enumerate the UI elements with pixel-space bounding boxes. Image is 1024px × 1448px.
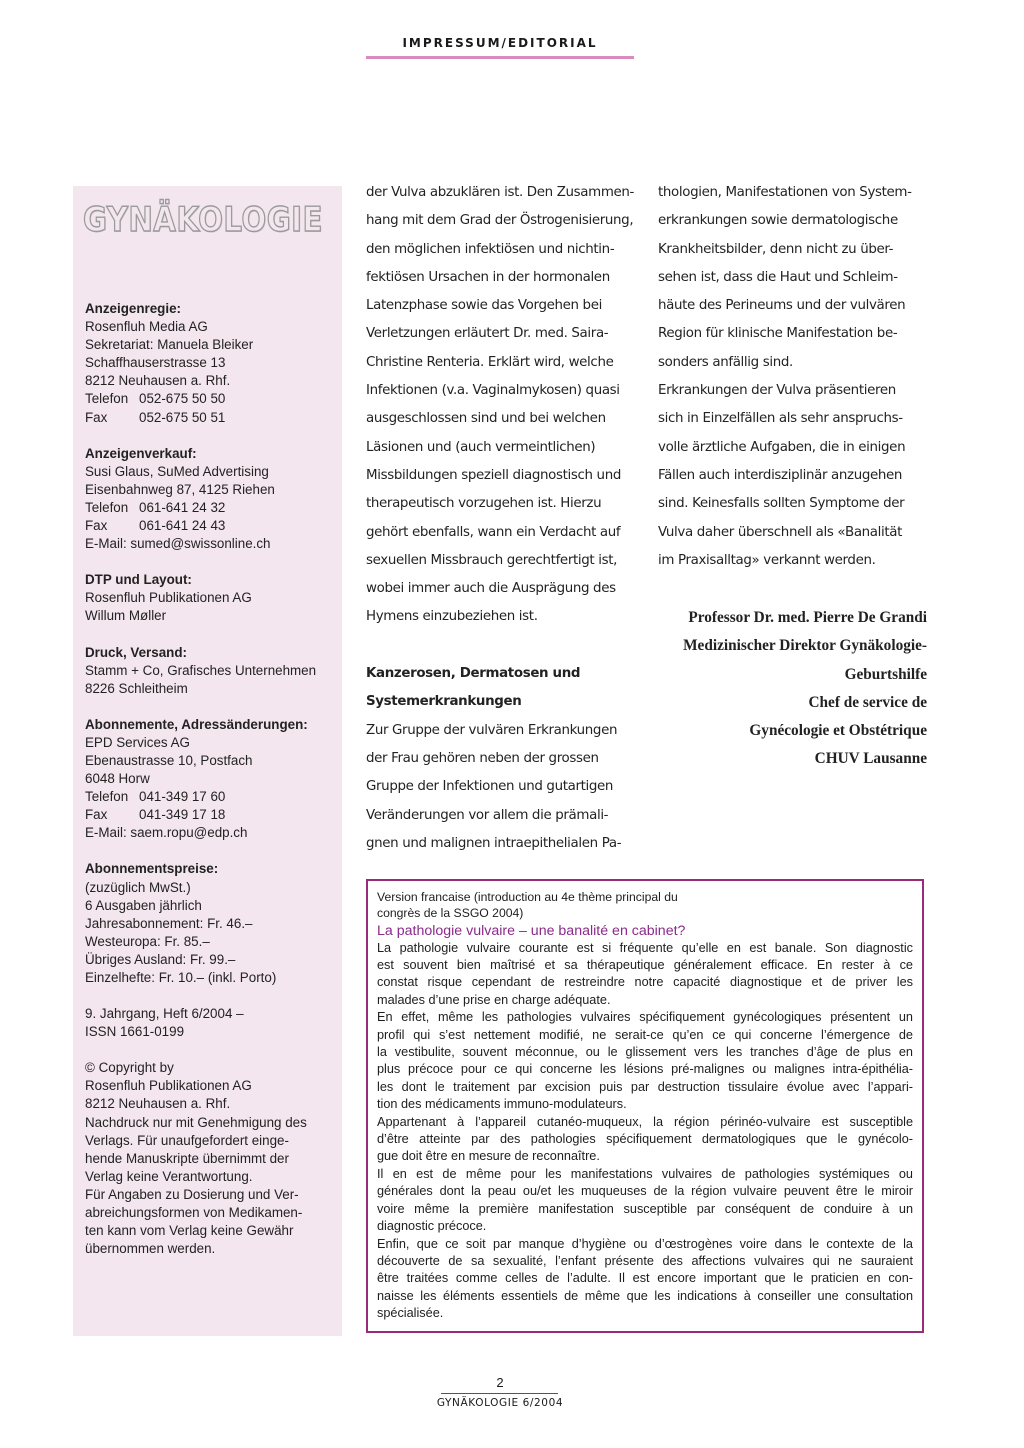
imprint-line: EPD Services AG: [85, 734, 190, 750]
contact-value: 052-675 50 50: [139, 391, 226, 407]
french-line: En effet, même les pathologies vulvaires spécifiquement gynécologiques présentent un: [377, 1010, 913, 1025]
imprint-line: Ebenaustrasse 10, Postfach: [85, 752, 253, 768]
article-line: Erkrankungen der Vulva präsentieren: [658, 383, 896, 399]
article-column-1: [366, 179, 638, 858]
header-rule: [366, 56, 634, 59]
french-line: générales dont la peau ou/et les muqueuses de la région vulvaire peuvent être le miroir: [377, 1184, 913, 1199]
french-version-box: [366, 879, 924, 1333]
imprint-heading: Abonnemente, Adressänderungen:: [85, 716, 308, 732]
article-line: Missbildungen speziell diagnostisch und: [366, 467, 621, 483]
imprint-line: hende Manuskripte übernimmt der: [85, 1150, 289, 1166]
footer-rule: [441, 1393, 558, 1394]
article-line: Christine Renteria. Erklärt wird, welche: [366, 354, 614, 370]
contact-value: 041-349 17 18: [139, 807, 226, 823]
french-line: d’être atteinte par des pathologies spécifiquement dermatologiques que le gynécolo-: [377, 1132, 913, 1147]
contact-label: Fax: [85, 518, 108, 534]
article-line: sexuellen Missbrauch gerechtfertigt ist,: [366, 552, 618, 568]
imprint-contact-row: [85, 390, 335, 408]
imprint-details: [85, 300, 335, 1276]
article-line: gnen und malignen intraepithelialen Pa-: [366, 835, 622, 851]
french-line: naisse les éléments essentiels de même que les indications à conseiller une consultation: [377, 1288, 913, 1303]
article-subheading: Systemerkrankungen: [366, 694, 522, 710]
imprint-heading: Druck, Versand:: [85, 644, 187, 660]
article-line: Region für klinische Manifestation be-: [658, 326, 898, 342]
imprint-line: abreichungsformen von Medikamen-: [85, 1205, 303, 1221]
french-line: Il en est de même pour les manifestations vulvaires de pathologies systémiques ou: [377, 1166, 913, 1181]
author-affiliation: Geburtshilfe: [844, 665, 927, 683]
article-line: Verletzungen erläutert Dr. med. Saira-: [366, 326, 609, 342]
imprint-line: Einzelhefte: Fr. 10.– (inkl. Porto): [85, 970, 277, 985]
imprint-line: Jahresabonnement: Fr. 46.–: [85, 915, 253, 931]
imprint-heading: DTP und Layout:: [85, 572, 192, 588]
french-line: malades d’une prise en charge adéquate.: [377, 992, 611, 1007]
imprint-line: Willum Møller: [85, 608, 167, 624]
article-line: fektiösen Ursachen in der hormonalen: [366, 269, 610, 285]
article-line: Läsionen und (auch vermeintlichen): [366, 439, 596, 455]
article-line: wobei immer auch die Ausprägung des: [366, 581, 616, 597]
article-line: sich in Einzelfällen als sehr anspruchs-: [658, 411, 903, 427]
french-line: Appartenant à l’appareil cutanéo-muqueux, la région périnéo-vulvaire est susceptible: [377, 1114, 913, 1129]
contact-value: 061-641 24 43: [139, 518, 226, 534]
french-line: découverte de sa sexualité, l’enfant présente des affections vulvaires qui ne sauraient: [377, 1253, 913, 1268]
imprint-line: Westeuropa: Fr. 85.–: [85, 933, 210, 949]
article-line: Fällen auch interdisziplinär anzugehen: [658, 467, 903, 483]
imprint-line: 6 Ausgaben jährlich: [85, 897, 202, 913]
article-line: Hymens einzubeziehen ist.: [366, 609, 538, 625]
section-title: IMPRESSUM/EDITORIAL: [402, 36, 598, 50]
imprint-line: Nachdruck nur mit Genehmigung des: [85, 1114, 307, 1130]
imprint-block: [85, 300, 335, 427]
page-number: 2: [496, 1375, 504, 1390]
french-paragraph: [377, 940, 913, 1010]
contact-label: Fax: [85, 409, 108, 425]
imprint-block: [85, 445, 335, 554]
contact-label: Fax: [85, 807, 108, 823]
imprint-email: E-Mail: saem.ropu@edp.ch: [85, 825, 248, 841]
imprint-block: [85, 1005, 335, 1041]
imprint-line: Rosenfluh Publikationen AG: [85, 1078, 252, 1094]
article-line: hang mit dem Grad der Östrogenisierung,: [366, 213, 634, 229]
article-line: gehört ebenfalls, wann ein Verdacht auf: [366, 524, 621, 540]
author-affiliation: CHUV Lausanne: [814, 750, 927, 768]
article-column-2: [658, 179, 928, 575]
journal-logo: GYNÄKOLOGIE: [83, 200, 323, 240]
article-line: therapeutisch vorzugehen ist. Hierzu: [366, 496, 602, 512]
imprint-line: Verlags. Für unaufgefordert einge-: [85, 1132, 289, 1148]
article-line: häute des Perineums und der vulvären: [658, 298, 906, 314]
imprint-block: [85, 644, 335, 698]
imprint-line: 8212 Neuhausen a. Rhf.: [85, 373, 231, 389]
imprint-line: (zuzüglich MwSt.): [85, 879, 191, 895]
article-subheading: Kanzerosen, Dermatosen und: [366, 666, 581, 682]
imprint-block: [85, 716, 335, 843]
imprint-sidebar: [73, 186, 342, 1336]
french-paragraph: [377, 1114, 913, 1166]
imprint-line: ISSN 1661-0199: [85, 1024, 185, 1040]
article-line: Latenzphase sowie das Vorgehen bei: [366, 298, 602, 314]
imprint-line: 9. Jahrgang, Heft 6/2004 –: [85, 1006, 244, 1022]
imprint-heading: Anzeigenverkauf:: [85, 445, 197, 461]
imprint-line: Rosenfluh Publikationen AG: [85, 590, 252, 606]
imprint-line: Verlag keine Verantwortung.: [85, 1168, 253, 1184]
imprint-heading: Abonnementspreise:: [85, 861, 219, 877]
article-line: Krankheitsbilder, denn nicht zu über-: [658, 241, 894, 257]
imprint-block: [85, 1059, 335, 1258]
imprint-block: [85, 571, 335, 625]
article-line: der Vulva abzuklären ist. Den Zusammen-: [366, 185, 635, 200]
author-affiliation: Medizinischer Direktor Gynäkologie-: [683, 637, 927, 655]
article-line: thologien, Manifestationen von System-: [658, 185, 912, 200]
article-line: Veränderungen vor allem die prämali-: [366, 807, 609, 823]
contact-value: 061-641 24 32: [139, 499, 226, 515]
imprint-line: Rosenfluh Media AG: [85, 319, 208, 335]
imprint-line: Stamm + Co, Grafisches Unternehmen: [85, 662, 317, 678]
imprint-line: Übriges Ausland: Fr. 99.–: [85, 951, 236, 967]
paragraph-spacer: [366, 632, 638, 660]
footer-journal-title: GYNÄKOLOGIE 6/2004: [436, 1397, 564, 1409]
french-intro: Version francaise (introduction au 4e thème principal du: [377, 890, 678, 904]
french-intro: congrès de la SSGO 2004): [377, 905, 524, 920]
article-line: Zur Gruppe der vulvären Erkrankungen: [366, 722, 618, 738]
imprint-heading: Anzeigenregie:: [85, 301, 181, 316]
french-line: spécialisée.: [377, 1306, 444, 1321]
author-name: Professor Dr. med. Pierre De Grandi: [688, 609, 927, 626]
article-line: der Frau gehören neben der grossen: [366, 750, 599, 766]
imprint-contact-row: [85, 499, 335, 517]
imprint-contact-row: [85, 517, 335, 535]
imprint-contact-row: [85, 806, 335, 824]
imprint-email: E-Mail: sumed@swissonline.ch: [85, 536, 271, 552]
article-line: den möglichen infektiösen und nichtin-: [366, 241, 615, 257]
contact-label: Telefon: [85, 391, 129, 407]
imprint-line: Sekretariat: Manuela Bleiker: [85, 337, 254, 353]
article-line: Infektionen (v.a. Vaginalmykosen) quasi: [366, 383, 620, 399]
french-line: gue doit être en mesure de reconnaître.: [377, 1149, 600, 1164]
article-line: volle ärztliche Aufgaben, die in einigen: [658, 439, 906, 455]
author-signature: [640, 604, 927, 774]
imprint-line: 8226 Schleitheim: [85, 680, 188, 696]
french-line: est souvent bien maîtrisé et sa thérapeutique généralement efficace. En rester à ce: [377, 958, 913, 972]
article-line: sehen ist, dass die Haut und Schleim-: [658, 269, 898, 285]
french-paragraph: [377, 1166, 913, 1236]
french-line: tion des médicaments immuno-modulateurs.: [377, 1097, 627, 1112]
imprint-block: [85, 860, 335, 987]
article-line: sind. Keinesfalls sollten Symptome der: [658, 496, 905, 512]
french-line: constat risque cependant de restreindre notre capacité diagnostique et de priver les: [377, 975, 913, 990]
imprint-line: übernommen werden.: [85, 1241, 216, 1257]
article-line: Vulva daher überschnell als «Banalität: [658, 524, 903, 540]
article-line: sonders anfällig sind.: [658, 354, 793, 370]
contact-value: 052-675 50 51: [139, 409, 226, 425]
imprint-line: Eisenbahnweg 87, 4125 Riehen: [85, 481, 275, 497]
imprint-line: Für Angaben zu Dosierung und Ver-: [85, 1186, 299, 1202]
french-paragraph: [377, 1236, 913, 1323]
french-line: la vestibulite, souvent méconnue, ou le glissement vers les tranches d’âge de plus en: [377, 1045, 913, 1060]
article-line: erkrankungen sowie dermatologische: [658, 213, 898, 229]
contact-label: Telefon: [85, 499, 129, 515]
french-line: La pathologie vulvaire courante est si fréquente qu’elle en est banale. Son diagnostic: [377, 940, 913, 955]
imprint-contact-row: [85, 409, 335, 427]
french-line: diagnostic précoce.: [377, 1219, 487, 1234]
french-line: être traitées comme celles de l’adulte. Il est encore important que le praticien en con-: [377, 1271, 913, 1286]
imprint-line: Schaffhauserstrasse 13: [85, 355, 226, 371]
contact-value: 041-349 17 60: [139, 789, 226, 805]
imprint-line: Susi Glaus, SuMed Advertising: [85, 463, 269, 479]
article-line: Gruppe der Infektionen und gutartigen: [366, 779, 614, 795]
french-line: les dont le traitement par excision puis par destruction tissulaire évolue avec l’appari-: [377, 1079, 913, 1094]
imprint-line: © Copyright by: [85, 1060, 174, 1076]
french-title: La pathologie vulvaire – une banalité en cabinet?: [377, 922, 686, 939]
imprint-line: 6048 Horw: [85, 771, 150, 787]
french-line: plus précoce pour ce qui concerne les lésions pré-malignes ou malignes intra-épithélia-: [377, 1062, 913, 1077]
author-affiliation: Gynécologie et Obstétrique: [749, 722, 927, 740]
contact-label: Telefon: [85, 789, 129, 805]
french-line: profil qui s’est nettement modifié, ne serait-ce qu’en ce qui concerne l’émergence de: [377, 1027, 913, 1042]
imprint-contact-row: [85, 788, 335, 806]
article-line: ausgeschlossen sind und bei welchen: [366, 411, 606, 427]
article-line: im Praxisalltag» verkannt werden.: [658, 552, 876, 568]
french-line: voire même la première manifestation susceptible par conséquent de conduire à un: [377, 1201, 913, 1216]
author-affiliation: Chef de service de: [808, 693, 927, 711]
french-line: Enfin, que ce soit par manque d’hygiène ou d’œstrogènes voire dans le contexte de la: [377, 1236, 913, 1251]
imprint-line: 8212 Neuhausen a. Rhf.: [85, 1096, 231, 1112]
imprint-line: ten kann vom Verlag keine Gewähr: [85, 1223, 294, 1239]
french-paragraph: [377, 1009, 913, 1113]
